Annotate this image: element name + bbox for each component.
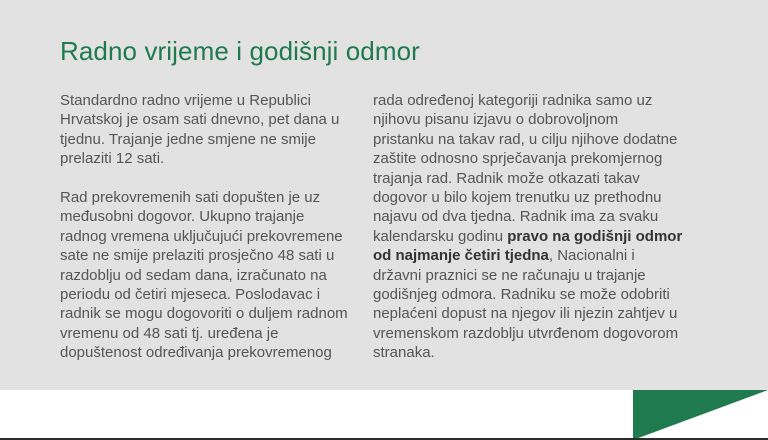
overtime-continuation-text: rada određenoj kategoriji radnika samo uz njihovu pisanu izjavu o dobrovoljnom pristanku na takav rad, u cilju njihove dodatne zaštite odnosno sprječavanja prekomjernog trajanja rad. Radnik može otkazati takav dogovor u bilo kojem trenutku uz prethodnu najavu od dva tjedna. [373,92,678,226]
working-hours-paragraph: Standardno radno vrijeme u Republici Hrvatskoj je osam sati dnevno, pet dana u tjednu. Trajanje jedne smjene ne smije prelaziti 12 sati. [60,92,340,168]
right-text-column [373,91,683,363]
left-text-column [60,91,352,363]
green-accent-triangle [633,390,768,440]
overtime-paragraph: Rad prekovremenih sati dopušten je uz međusobni dogovor. Ukupno trajanje radnog vremena uključujući prekovremene sate ne smije prelaziti prosječno 48 sati u razdoblju od sedam dana, izračunato na periodu od četiri mjeseca. Poslodavac i radnik se mogu dogovoriti o duljem radnom vremenu od 48 sati tj. uređena je dopuštenost određivanja prekovremenog [60,189,348,362]
annual-leave-intro-text: Radnik ima za svaku kalendarsku godinu [373,208,659,245]
annual-leave-highlight: pravo na godišnji odmor od najmanje četiri tjedna [373,227,683,265]
slide-title: Radno vrijeme i godišnji odmor [60,36,420,66]
overtime-continuation-paragraph [373,91,683,363]
annual-leave-details-text: , Nacionalni i državni praznici se ne računaju u trajanje godišnjeg odmora. Radniku se može odobriti neplaćeni dopust na njegov ili njezin zahtjev u vremenskom razdoblju utvrđenom dogovorom stranaka. [373,247,679,362]
